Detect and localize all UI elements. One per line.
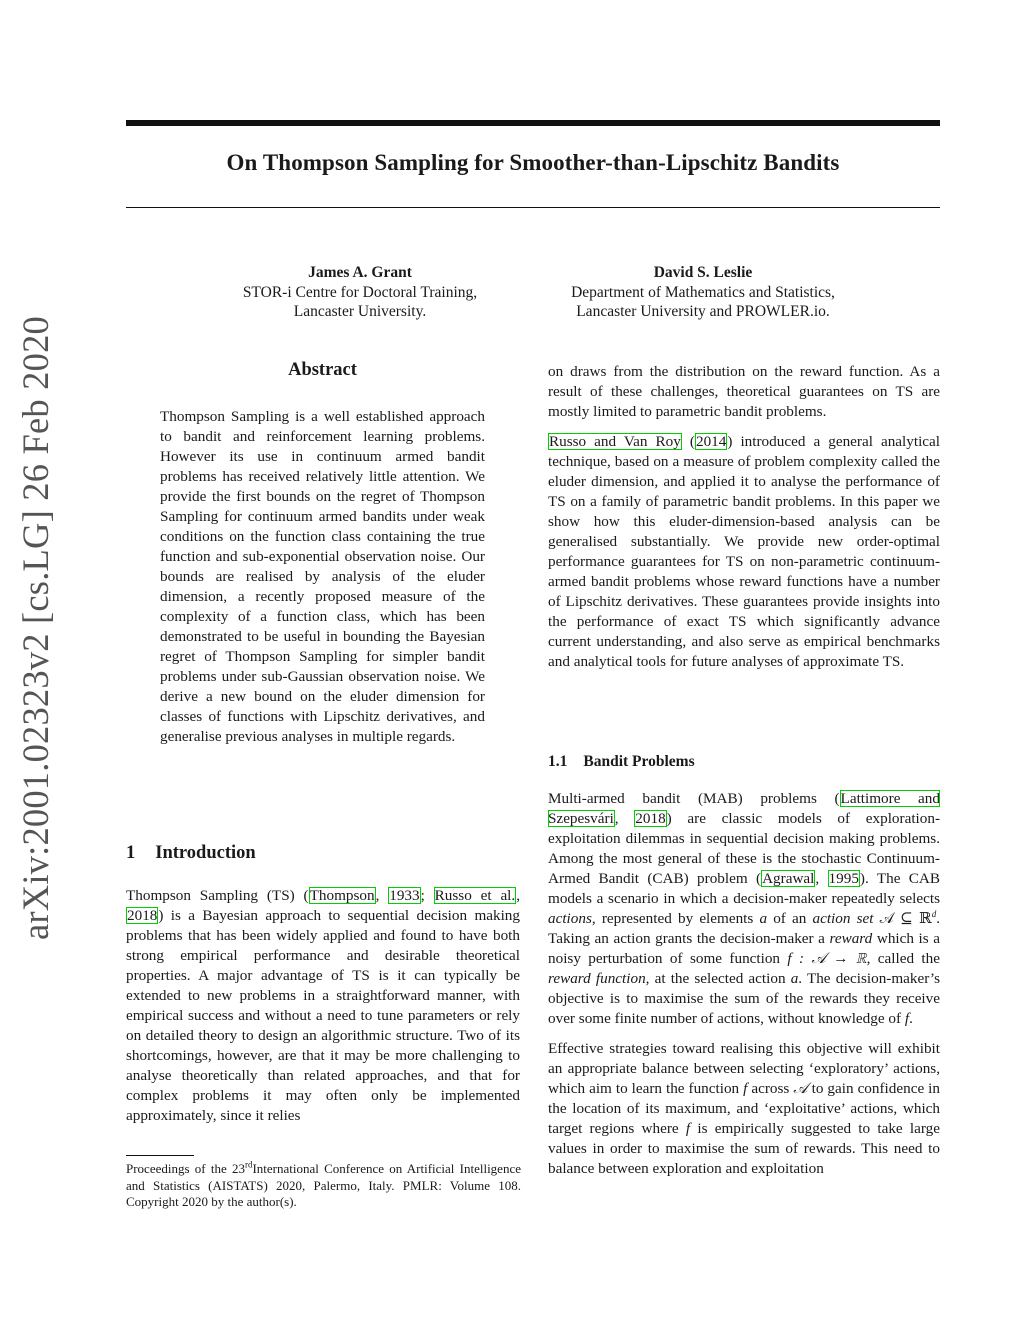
paragraph: Multi-armed bandit (MAB) problems (Lattimore and Szepesvári, 2018) are classic models of exploration-exploitation dilemmas in sequential decision making problems. Among the most general of these is the stochastic Continuum-Armed Bandit (CAB) problem (Agrawal, 1995). The CAB models a scenario in which a decision-maker repeatedly selects actions, represented by elements a of an action set 𝒜 ⊆ ℝ$^d$. Taking an action grants the decision-maker a reward which is a noisy perturbation of some function f : 𝒜 → ℝ, called the reward function, at the selected action a. The decision-maker’s objective is to maximise the sum of the rewards they receive over some finite number of actions, without knowledge of f. <box>548 790 941 1027</box>
citation-link[interactable]: Russo et al. <box>434 887 516 904</box>
citation-link[interactable]: Lattimore and Szepesvári <box>548 790 940 827</box>
subsection-heading-bandit-problems <box>548 753 695 771</box>
citation-link[interactable]: Thompson <box>309 887 375 904</box>
arxiv-stamp: arXiv:2001.02323v2 [cs.LG] 26 Feb 2020 <box>15 316 56 940</box>
citation-link[interactable]: Russo and Van Roy <box>549 433 681 450</box>
title-bottom-rule <box>126 207 940 208</box>
title-top-rule <box>126 120 940 126</box>
citation-link[interactable]: 2014 <box>695 433 727 450</box>
right-column-top <box>548 362 940 672</box>
author-name: David S. Leslie <box>653 264 753 281</box>
author-affiliation: Lancaster University and PROWLER.io. <box>576 303 830 320</box>
intro-body <box>126 886 520 1126</box>
abstract-heading: Abstract <box>288 360 357 380</box>
page-title: On Thompson Sampling for Smoother-than-Lipschitz Bandits <box>226 150 840 175</box>
paragraph: Effective strategies toward realising this objective will exhibit an appropriate balance between selecting ‘exploratory’ actions, which aim to learn the function f across 𝒜 to gain confidence in the location of its maximum, and ‘exploitative’ actions, which target regions where f is empirically suggested to take large values in order to maximise the sum of rewards. This need to balance between exploration and exploitation <box>548 1040 941 1177</box>
author-name: James A. Grant <box>308 264 412 281</box>
abstract-body <box>160 407 485 747</box>
section-title: Introduction <box>155 843 256 863</box>
citation-link[interactable]: 1933 <box>389 887 420 904</box>
section-number: 1 <box>126 843 136 863</box>
abstract-text: Thompson Sampling is a well established approach to bandit and reinforcement learning problems. However its use in continuum armed bandit problems has received relatively little attention. We provide the first bounds on the regret of Thompson Sampling for continuum armed bandits under weak conditions on the function class containing the true function and sub-exponential observation noise. Our bounds are realised by analysis of the eluder dimension, a recently proposed measure of the complexity of a function class, which has been demonstrated to be useful in bounding the Bayesian regret of Thompson Sampling for simpler bandit problems under sub-Gaussian observation noise. We derive a new bound on the eluder dimension for classes of functions with Lipschitz derivatives, and generalise previous analyses in multiple regards. <box>160 408 485 745</box>
footnote-rule <box>126 1155 194 1156</box>
author-affiliation: STOR-i Centre for Doctoral Training, <box>242 283 478 301</box>
footnote: Proceedings of the 23rdInternational Conference on Artificial Intelligence and Statistics (AISTATS) 2020, Palermo, Italy. PMLR: Volume 108. Copyright 2020 by the author(s). <box>126 1159 521 1209</box>
subsection-title: Bandit Problems <box>583 753 695 770</box>
citation-link[interactable]: 1995 <box>828 870 859 887</box>
right-column-bottom <box>548 789 940 1179</box>
author-block-1 <box>190 263 530 322</box>
author-affiliation: Department of Mathematics and Statistics, <box>571 283 835 301</box>
intro-paragraph: Thompson Sampling (TS) (Thompson, 1933; Russo et al., 2018) is a Bayesian approach to sequential decision making problems that has been widely applied and found to have both strong empirical performance and desirable theoretical properties. A major advantage of TS is it can typically be extended to new problems in a straightforward manner, with empirical success and without a need to tune parameters or rely on detailed theory to design an algorithmic structure. Two of its shortcomings, however, are that it may be more challenging to analyse theoretically than related approaches, and that for complex problems it may often only be implemented approximately, since it relies <box>126 887 520 1124</box>
subsection-number: 1.1 <box>548 753 568 770</box>
paragraph: on draws from the distribution on the reward function. As a result of these challenges, theoretical guarantees on TS are mostly limited to parametric bandit problems. <box>548 363 940 420</box>
citation-link[interactable]: 2018 <box>635 810 666 827</box>
citation-link[interactable]: 2018 <box>127 907 158 924</box>
author-affiliation: Lancaster University. <box>293 303 427 320</box>
section-heading-introduction <box>126 843 256 864</box>
citation-link[interactable]: Agrawal <box>762 870 815 887</box>
paragraph: Russo and Van Roy (2014) introduced a general analytical technique, based on a measure of problem complexity called the eluder dimension, and applied it to analyse the performance of TS on a family of parametric bandit problems. In this paper we show how this eluder-dimension-based analysis can be generalised substantially. We provide new order-optimal performance guarantees for TS on non-parametric continuum-armed bandit problems whose reward functions have a number of Lipschitz derivatives. These guarantees provide insights into the performance of exact TS which significantly advance current understanding, and also serve as empirical benchmarks and analytical tools for future analyses of approximate TS. <box>548 433 941 670</box>
author-block-2 <box>533 263 873 322</box>
